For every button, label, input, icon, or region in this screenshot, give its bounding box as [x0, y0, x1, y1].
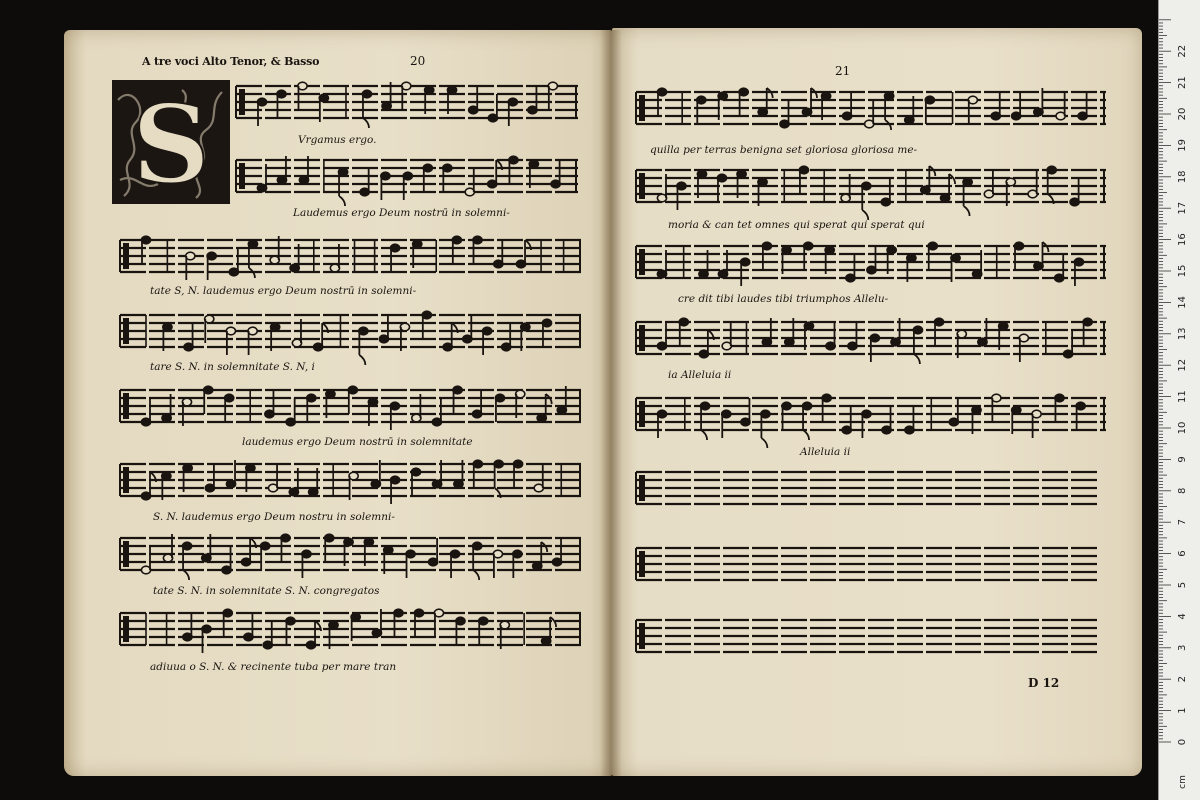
lyric-line: adiuua o S. N. & recinente tuba per mare tran	[150, 661, 397, 673]
ruler-label: 13	[1177, 327, 1188, 341]
clef	[123, 467, 129, 493]
ruler-label: 20	[1177, 107, 1188, 121]
ruler-label: 10	[1177, 421, 1188, 435]
lyric-line: moria & can tet omnes qui sperat qui sperat qui	[668, 219, 925, 231]
note-flag	[761, 438, 767, 448]
lyric-line: quilla per terras benigna set gloriosa gloriosa me-	[650, 144, 918, 156]
ruler-label: 9	[1177, 456, 1188, 463]
note-flag	[359, 355, 365, 365]
lyric-line: Alleluia ii	[800, 446, 851, 458]
note-flag	[914, 354, 920, 364]
lyric-line: tate S. N. in solemnitate S. N. congregatos	[153, 585, 380, 597]
note-flag	[473, 570, 479, 580]
note-flag	[339, 196, 345, 206]
clef	[639, 401, 645, 427]
ruler-label: 22	[1177, 44, 1188, 58]
lyric-line: ia Alleluia ii	[668, 369, 732, 381]
page-number-left: 20	[410, 54, 426, 68]
note-flag	[701, 430, 707, 440]
ruler-label: 21	[1177, 76, 1188, 89]
clef	[639, 475, 645, 501]
ruler-label: 6	[1177, 550, 1188, 557]
measurement-ruler	[1158, 0, 1200, 800]
clef	[123, 318, 129, 344]
clef	[239, 163, 245, 189]
note-flag	[183, 570, 189, 580]
ruler-label: 1	[1177, 707, 1188, 714]
ruler-label: 3	[1177, 644, 1188, 651]
lyric-line: tate S, N. laudemus ergo Deum nostrū in solemni-	[150, 285, 417, 297]
clef	[639, 551, 645, 577]
note-flag	[363, 118, 369, 128]
clef	[639, 623, 645, 649]
lyric-line: Laudemus ergo Deum nostrū in solemni-	[293, 207, 510, 219]
decorated-initial	[112, 80, 230, 204]
clef	[639, 95, 645, 121]
ruler-label: 5	[1177, 581, 1188, 589]
lyric-line: tare S. N. in solemnitate S. N, i	[150, 361, 315, 373]
signature-mark: D 12	[1028, 676, 1060, 690]
ruler-label: 7	[1177, 519, 1188, 526]
lyric-line: laudemus ergo Deum nostrū in solemnitate	[242, 436, 473, 448]
clef	[123, 243, 129, 269]
ruler-label: 18	[1177, 170, 1188, 184]
lyric-line: cre dit tibi laudes tibi triumphos Allelu-	[678, 293, 889, 305]
clef	[123, 541, 129, 567]
clef	[639, 173, 645, 199]
clef	[239, 89, 245, 115]
page-number-right: 21	[835, 64, 851, 78]
ruler-label: 19	[1177, 139, 1188, 152]
page-header: A tre voci Alto Tenor, & Basso	[142, 55, 320, 68]
ruler-label: 12	[1177, 358, 1188, 372]
note-flag	[964, 206, 970, 216]
clef	[123, 616, 129, 642]
ruler-label: 15	[1177, 264, 1188, 278]
clef	[639, 249, 645, 275]
ruler-label: 14	[1177, 296, 1188, 309]
ruler-label: 8	[1177, 487, 1188, 494]
ruler-label: 0	[1177, 738, 1188, 746]
ruler-label: 11	[1177, 390, 1188, 403]
initial-letter: S	[132, 82, 210, 204]
ruler-label: 16	[1177, 233, 1188, 246]
ruler-label: 17	[1177, 201, 1188, 215]
ruler-label: 4	[1177, 613, 1188, 620]
lyric-line: Vrgamus ergo.	[298, 134, 377, 146]
clef	[639, 325, 645, 351]
clef	[123, 393, 129, 419]
note-flag	[803, 430, 809, 440]
ruler-label: 2	[1177, 676, 1188, 683]
ruler-unit: cm	[1178, 775, 1188, 789]
lyric-line: S. N. laudemus ergo Deum nostru in solemni-	[153, 511, 395, 523]
